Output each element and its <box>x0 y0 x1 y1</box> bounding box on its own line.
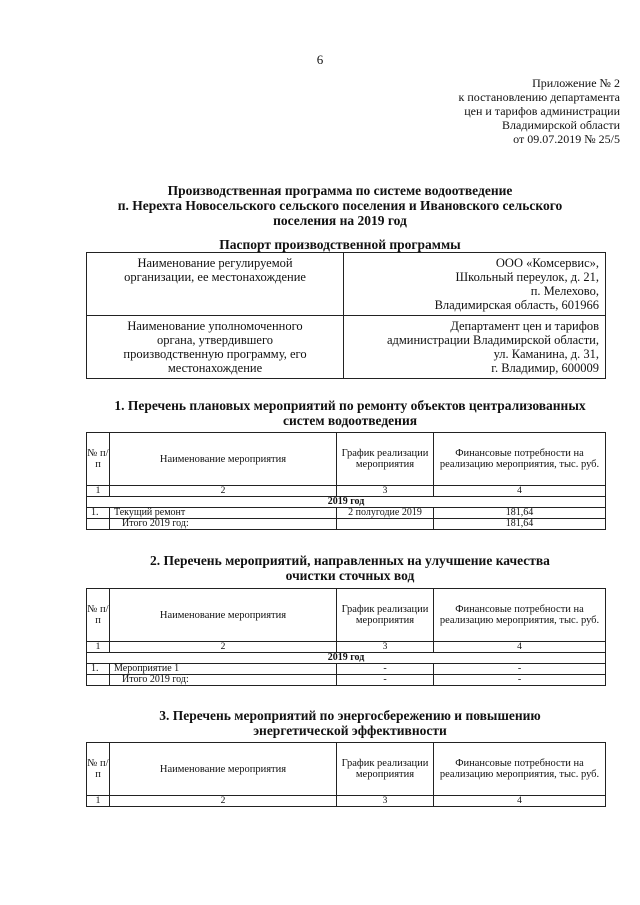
appendix-line: Владимирской области <box>502 118 620 132</box>
total-row <box>87 675 606 686</box>
header-num: № п/п <box>87 433 110 486</box>
column-number: 3 <box>337 796 434 807</box>
value-line: Департамент цен и тарифов <box>450 319 599 333</box>
value-line: ул. Каманина, д. 31, <box>493 347 599 361</box>
section-3-title <box>60 708 640 738</box>
year-label: 2019 год <box>87 653 606 664</box>
table-header-row <box>87 743 606 796</box>
label-line: местонахождение <box>167 361 263 375</box>
year-row <box>87 497 606 508</box>
header-finance: Финансовые потребности на реализацию мероприятия, тыс. руб. <box>434 743 606 796</box>
column-number: 1 <box>87 796 110 807</box>
section-title-line: 3. Перечень мероприятий по энергосбережению и повышению <box>159 708 541 723</box>
appendix-line: к постановлению департамента <box>458 90 620 104</box>
year-label: 2019 год <box>87 497 606 508</box>
row-num <box>87 519 110 530</box>
row-schedule: 2 полугодие 2019 <box>337 508 434 519</box>
column-numbers-row <box>87 486 606 497</box>
passport-table <box>86 252 606 379</box>
section-1-table <box>86 432 606 530</box>
section-3-table <box>86 742 606 807</box>
passport-label-cell <box>87 253 344 316</box>
value-line: г. Владимир, 600009 <box>491 361 599 375</box>
column-number: 3 <box>337 642 434 653</box>
column-number: 4 <box>434 486 606 497</box>
value-line: Школьный переулок, д. 21, <box>455 270 599 284</box>
section-title-line: энергетической эффективности <box>253 723 447 738</box>
column-numbers-row <box>87 642 606 653</box>
column-number: 2 <box>110 486 337 497</box>
table-header-row <box>87 433 606 486</box>
table-row <box>87 664 606 675</box>
total-label: Итого 2019 год: <box>110 519 337 530</box>
passport-row-authority <box>87 316 606 379</box>
row-name: Мероприятие 1 <box>110 664 337 675</box>
value-line: ООО «Комсервис», <box>495 256 599 270</box>
label-line: производственную программу, его <box>123 347 307 361</box>
total-schedule: - <box>337 675 434 686</box>
value-line: Владимирская область, 601966 <box>434 298 599 312</box>
total-schedule <box>337 519 434 530</box>
column-numbers-row <box>87 796 606 807</box>
column-number: 2 <box>110 642 337 653</box>
appendix-line: цен и тарифов администрации <box>464 104 620 118</box>
column-number: 1 <box>87 642 110 653</box>
section-title-line: 2. Перечень мероприятий, направленных на улучшение качества <box>150 553 550 568</box>
label-line: Наименование уполномоченного <box>127 319 303 333</box>
passport-value-cell <box>344 253 606 316</box>
value-line: администрации Владимирской области, <box>386 333 599 347</box>
total-finance: 181,64 <box>434 519 606 530</box>
header-num: № п/п <box>87 743 110 796</box>
title-line: п. Нерехта Новосельского сельского поселения и Ивановского сельского <box>117 198 563 213</box>
table-row <box>87 508 606 519</box>
section-2-title <box>60 553 640 583</box>
passport-title: Паспорт производственной программы <box>219 237 461 252</box>
section-title-line: 1. Перечень плановых мероприятий по ремонту объектов централизованных <box>114 398 586 413</box>
passport-value-cell <box>344 316 606 379</box>
document-title <box>60 183 620 228</box>
passport-label-cell <box>87 316 344 379</box>
title-line: Производственная программа по системе водоотведение <box>167 183 513 198</box>
value-line: п. Мелехово, <box>530 284 599 298</box>
header-num: № п/п <box>87 589 110 642</box>
column-number: 4 <box>434 642 606 653</box>
appendix-line: от 09.07.2019 № 25/5 <box>513 132 620 146</box>
label-line: Наименование регулируемой <box>137 256 293 270</box>
label-line: органа, утвердившего <box>156 333 274 347</box>
appendix-line: Приложение № 2 <box>532 76 620 90</box>
row-schedule: - <box>337 664 434 675</box>
header-name: Наименование мероприятия <box>110 743 337 796</box>
section-title-line: очистки сточных вод <box>285 568 415 583</box>
title-line: поселения на 2019 год <box>273 213 407 228</box>
page-number: 6 <box>316 52 324 67</box>
header-finance: Финансовые потребности на реализацию мероприятия, тыс. руб. <box>434 589 606 642</box>
section-title-line: систем водоотведения <box>282 413 418 428</box>
section-1-title <box>60 398 640 428</box>
row-finance: 181,64 <box>434 508 606 519</box>
header-schedule: График реализации мероприятия <box>337 589 434 642</box>
row-num <box>87 675 110 686</box>
row-num: 1. <box>87 664 110 675</box>
column-number: 3 <box>337 486 434 497</box>
row-finance: - <box>434 664 606 675</box>
header-finance: Финансовые потребности на реализацию мероприятия, тыс. руб. <box>434 433 606 486</box>
row-num: 1. <box>87 508 110 519</box>
year-row <box>87 653 606 664</box>
header-schedule: График реализации мероприятия <box>337 433 434 486</box>
label-line: организации, ее местонахождение <box>124 270 306 284</box>
total-finance: - <box>434 675 606 686</box>
header-schedule: График реализации мероприятия <box>337 743 434 796</box>
passport-row-organization <box>87 253 606 316</box>
total-label: Итого 2019 год: <box>110 675 337 686</box>
column-number: 4 <box>434 796 606 807</box>
header-name: Наименование мероприятия <box>110 589 337 642</box>
row-name: Текущий ремонт <box>110 508 337 519</box>
section-2-table <box>86 588 606 686</box>
appendix-block <box>400 76 620 146</box>
column-number: 1 <box>87 486 110 497</box>
total-row <box>87 519 606 530</box>
table-header-row <box>87 589 606 642</box>
column-number: 2 <box>110 796 337 807</box>
header-name: Наименование мероприятия <box>110 433 337 486</box>
